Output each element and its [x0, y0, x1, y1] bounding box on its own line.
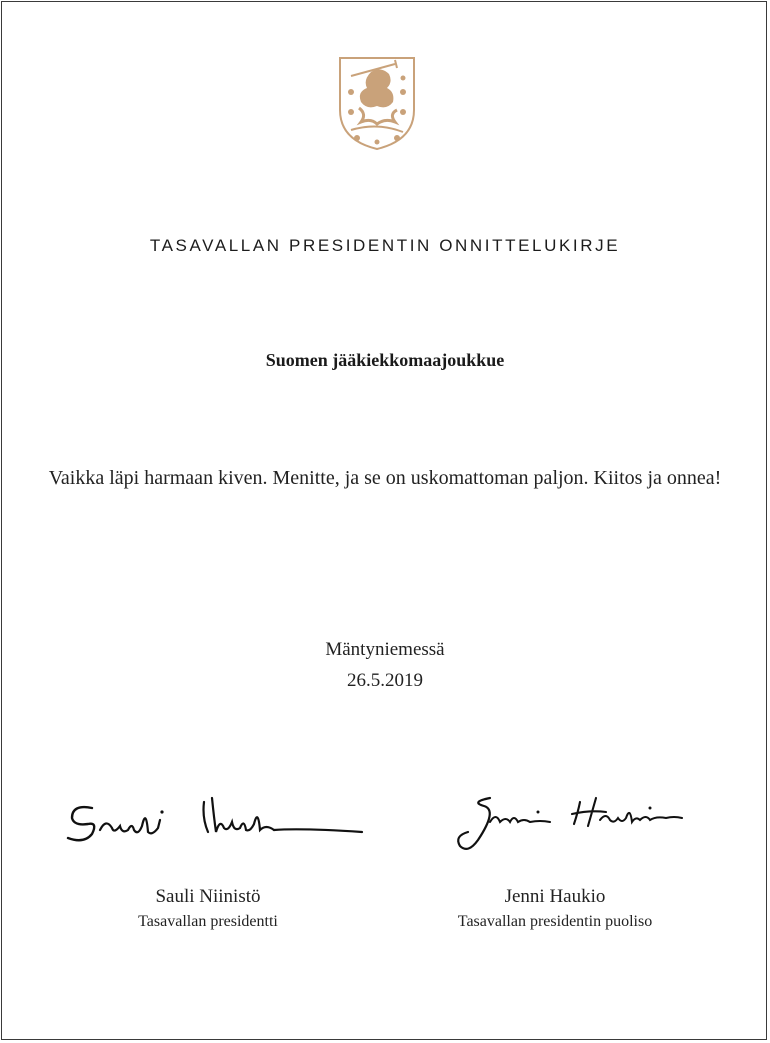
recipient-name: Suomen jääkiekkomaajoukkue: [265, 350, 505, 370]
coat-of-arms-icon: [337, 52, 417, 152]
signing-place: Mäntyniemessä: [325, 639, 445, 660]
signer-role: Tasavallan presidentti: [138, 913, 278, 930]
signature-jenni-haukio: [450, 788, 690, 858]
signer-sauli-niinisto: [98, 884, 318, 934]
signer-jenni-haukio: [420, 884, 690, 934]
signing-date: 26.5.2019: [347, 670, 423, 691]
congratulation-message: Vaikka läpi harmaan kiven. Menitte, ja se on uskomattoman paljon. Kiitos ja onnea!: [48, 467, 722, 489]
signer-name: Jenni Haukio: [504, 886, 606, 907]
document-heading: TASAVALLAN PRESIDENTIN ONNITTELUKIRJE: [149, 236, 621, 255]
signer-role: Tasavallan presidentin puoliso: [457, 913, 653, 930]
signature-sauli-niinisto: [62, 788, 372, 854]
signer-name: Sauli Niinistö: [155, 886, 261, 907]
